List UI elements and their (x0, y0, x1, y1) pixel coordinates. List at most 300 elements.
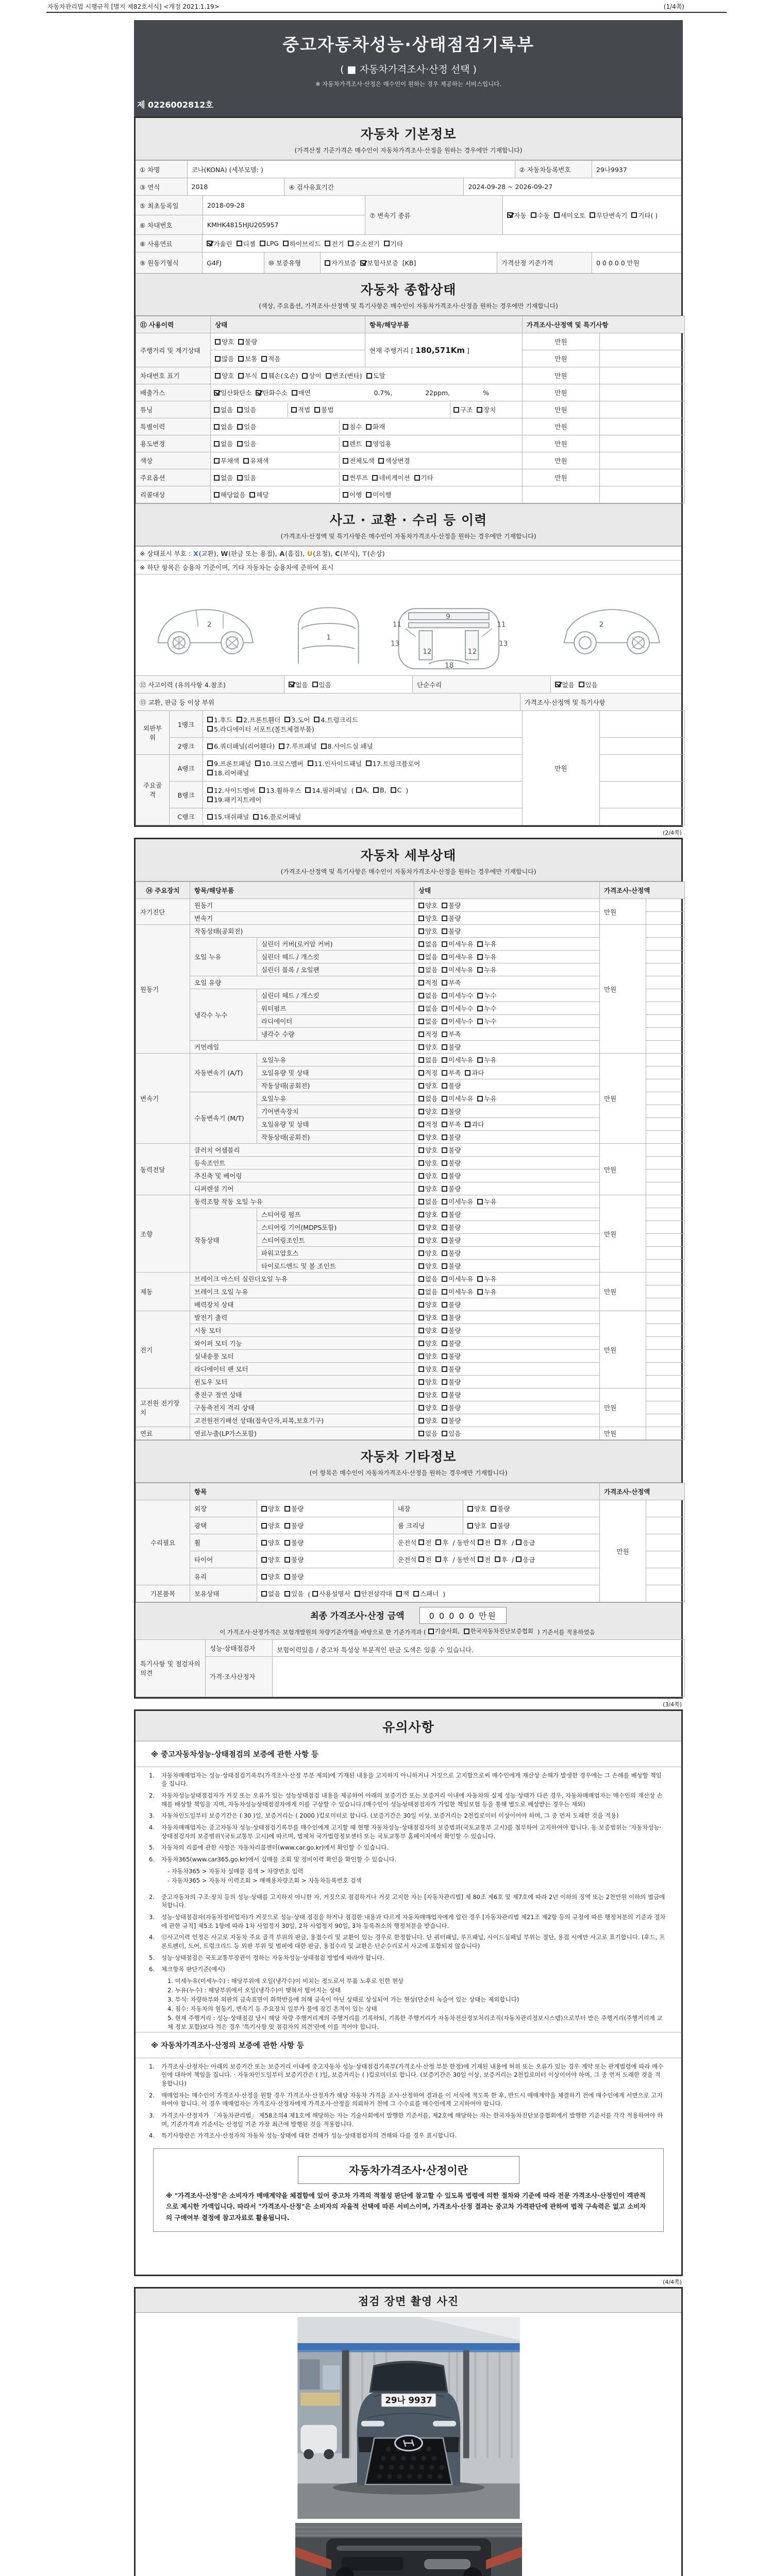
checkbox-있음[interactable] (237, 473, 256, 482)
checkbox-세미오토[interactable] (554, 211, 585, 220)
checkbox-렌트[interactable] (343, 439, 362, 448)
checkbox-없음[interactable] (289, 680, 308, 689)
checkbox-불량[interactable] (238, 337, 257, 346)
checkbox-box[interactable] (477, 1006, 483, 1011)
checkbox-부식[interactable] (238, 371, 257, 380)
checkbox-box[interactable] (253, 814, 259, 820)
checkbox-box[interactable] (418, 1147, 424, 1153)
checkbox-양호[interactable] (418, 1300, 438, 1309)
checkbox-box[interactable] (214, 492, 220, 498)
checkbox-양호[interactable] (418, 1351, 438, 1361)
checkbox-응급[interactable] (516, 1555, 535, 1564)
checkbox-box[interactable] (554, 212, 560, 218)
checkbox-불량[interactable] (284, 1572, 304, 1581)
checkbox-box[interactable] (418, 1057, 424, 1063)
checkbox-무단변속기[interactable] (590, 211, 627, 220)
checkbox-box[interactable] (343, 492, 348, 498)
checkbox-11.인사이드패널[interactable] (308, 759, 362, 768)
checkbox-없음[interactable] (418, 1429, 438, 1438)
checkbox-불량[interactable] (442, 1042, 461, 1052)
checkbox-box[interactable] (442, 1044, 447, 1050)
checkbox-box[interactable] (477, 1199, 483, 1205)
checkbox-응급[interactable] (516, 1538, 535, 1547)
checkbox-없음[interactable] (418, 939, 438, 948)
checkbox-양호[interactable] (418, 1313, 438, 1322)
checkbox-box[interactable] (442, 967, 447, 973)
checkbox-디젤[interactable] (237, 239, 256, 248)
checkbox-양호[interactable] (418, 1132, 438, 1142)
checkbox-양호[interactable] (261, 1504, 280, 1513)
checkbox-부족[interactable] (442, 1068, 461, 1077)
checkbox-box[interactable] (442, 1238, 447, 1243)
checkbox-box[interactable] (478, 1539, 483, 1545)
checkbox-box[interactable] (256, 390, 261, 396)
checkbox-box[interactable] (491, 1506, 496, 1512)
checkbox-box[interactable] (418, 954, 424, 960)
checkbox-box[interactable] (214, 475, 220, 481)
checkbox-불량[interactable] (491, 1521, 510, 1530)
checkbox-가솔린[interactable] (207, 239, 232, 248)
checkbox-box[interactable] (284, 1523, 290, 1529)
checkbox-box[interactable] (372, 475, 378, 481)
checkbox-box[interactable] (237, 241, 242, 246)
checkbox-box[interactable] (261, 1540, 267, 1546)
checkbox-box[interactable] (418, 916, 424, 921)
checkbox-box[interactable] (442, 1186, 447, 1192)
checkbox-없음[interactable] (418, 991, 438, 1000)
checkbox-box[interactable] (442, 954, 447, 960)
checkbox-box[interactable] (418, 1431, 424, 1436)
checkbox-box[interactable] (418, 1238, 424, 1243)
checkbox-box[interactable] (366, 441, 372, 447)
checkbox-불량[interactable] (442, 1300, 461, 1309)
checkbox-box[interactable] (478, 1556, 483, 1562)
checkbox-18.리어패널[interactable] (207, 768, 249, 777)
checkbox-box[interactable] (418, 1212, 424, 1217)
checkbox-box[interactable] (207, 787, 213, 793)
checkbox-box[interactable] (418, 1070, 424, 1076)
checkbox-7.루프패널[interactable] (279, 741, 316, 751)
checkbox-없음[interactable] (418, 1287, 438, 1296)
checkbox-box[interactable] (418, 1250, 424, 1256)
checkbox-보통[interactable] (238, 354, 257, 363)
checkbox-일산화탄소[interactable] (214, 388, 251, 397)
checkbox-box[interactable] (465, 1122, 470, 1127)
checkbox-box[interactable] (442, 1315, 447, 1320)
checkbox-box[interactable] (237, 475, 243, 481)
checkbox-없음[interactable] (214, 473, 233, 482)
checkbox-box[interactable] (237, 717, 242, 722)
checkbox-15.대쉬패널[interactable] (207, 812, 249, 821)
checkbox-box[interactable] (442, 1006, 447, 1011)
checkbox-누유[interactable] (477, 1055, 496, 1064)
checkbox-box[interactable] (215, 373, 221, 379)
checkbox-2.프론트휀더[interactable] (237, 715, 280, 724)
checkbox-box[interactable] (418, 1044, 424, 1050)
checkbox-하이브리드[interactable] (283, 239, 321, 248)
checkbox-box[interactable] (507, 212, 513, 218)
checkbox-적정[interactable] (418, 1029, 438, 1039)
checkbox-있음[interactable] (237, 405, 256, 414)
checkbox-box[interactable] (442, 1134, 447, 1140)
checkbox-불량[interactable] (442, 1403, 461, 1412)
checkbox-box[interactable] (305, 787, 311, 793)
checkbox-box[interactable] (477, 1019, 483, 1024)
checkbox-box[interactable] (343, 475, 348, 481)
checkbox-box[interactable] (207, 717, 213, 722)
checkbox-box[interactable] (442, 1353, 447, 1359)
checkbox-box[interactable] (442, 1405, 447, 1411)
checkbox-box[interactable] (418, 1289, 424, 1295)
checkbox-box[interactable] (207, 726, 213, 732)
checkbox-기타[interactable] (384, 239, 403, 248)
checkbox-box[interactable] (442, 1212, 447, 1217)
checkbox-색상변경[interactable] (378, 456, 410, 465)
checkbox-과다[interactable] (465, 1068, 484, 1077)
checkbox-불량[interactable] (442, 1390, 461, 1399)
checkbox-탄화수소[interactable] (256, 388, 287, 397)
checkbox-box[interactable] (442, 1250, 447, 1256)
checkbox-box[interactable] (442, 1122, 447, 1127)
checkbox-불량[interactable] (442, 1248, 461, 1258)
checkbox-box[interactable] (442, 1328, 447, 1333)
checkbox-양호[interactable] (418, 926, 438, 936)
checkbox-box[interactable] (207, 743, 213, 749)
checkbox-box[interactable] (516, 1539, 522, 1545)
checkbox-box[interactable] (418, 1539, 424, 1545)
checkbox-미세누유[interactable] (442, 1094, 473, 1103)
checkbox-box[interactable] (214, 390, 220, 396)
checkbox-보험사보증[interactable] (360, 258, 398, 267)
checkbox-6.쿼더패널(리어휀다)[interactable] (207, 741, 275, 751)
checkbox-box[interactable] (442, 1173, 447, 1179)
checkbox-누유[interactable] (477, 965, 496, 974)
checkbox-불량[interactable] (284, 1538, 304, 1547)
checkbox-잭[interactable] (396, 1589, 409, 1598)
checkbox-양호[interactable] (215, 371, 234, 380)
checkbox-미세누유[interactable] (442, 1055, 473, 1064)
checkbox-양호[interactable] (418, 1261, 438, 1270)
checkbox-box[interactable] (418, 1225, 424, 1230)
checkbox-장치[interactable] (477, 405, 496, 414)
checkbox-box[interactable] (391, 787, 396, 793)
checkbox-양호[interactable] (418, 913, 438, 923)
checkbox-해당없음[interactable] (214, 490, 245, 499)
checkbox-box[interactable] (366, 492, 372, 498)
checkbox-box[interactable] (477, 407, 482, 413)
checkbox-전기[interactable] (325, 239, 344, 248)
checkbox-box[interactable] (495, 1556, 500, 1562)
checkbox-없음[interactable] (261, 1589, 280, 1598)
checkbox-양호[interactable] (261, 1555, 280, 1564)
checkbox-불량[interactable] (442, 1235, 461, 1245)
checkbox-안전삼각대[interactable] (355, 1589, 392, 1598)
checkbox-box[interactable] (207, 814, 213, 820)
checkbox-미세누수[interactable] (442, 991, 473, 1000)
checkbox-무채색[interactable] (214, 456, 239, 465)
checkbox-많음[interactable] (215, 354, 234, 363)
checkbox-양호[interactable] (418, 1081, 438, 1090)
checkbox-box[interactable] (516, 1556, 522, 1562)
checkbox-양호[interactable] (261, 1521, 280, 1530)
checkbox-box[interactable] (378, 458, 384, 464)
checkbox-양호[interactable] (467, 1504, 486, 1513)
checkbox-box[interactable] (343, 441, 348, 447)
checkbox-box[interactable] (312, 682, 318, 687)
checkbox-box[interactable] (312, 1591, 318, 1597)
checkbox-미세누유[interactable] (442, 1274, 473, 1283)
checkbox-양호[interactable] (418, 1364, 438, 1374)
checkbox-누수[interactable] (477, 991, 496, 1000)
checkbox-box[interactable] (302, 373, 308, 379)
checkbox-box[interactable] (477, 993, 483, 998)
checkbox-훼손(오손)[interactable] (261, 371, 298, 380)
checkbox-box[interactable] (291, 407, 297, 413)
checkbox-box[interactable] (259, 787, 265, 793)
checkbox-누유[interactable] (477, 939, 496, 948)
checkbox-box[interactable] (314, 407, 320, 413)
checkbox-해당[interactable] (249, 490, 268, 499)
checkbox-16.플로어패널[interactable] (253, 812, 301, 821)
checkbox-box[interactable] (284, 1540, 290, 1546)
checkbox-box[interactable] (321, 743, 327, 749)
checkbox-box[interactable] (442, 1057, 447, 1063)
checkbox-box[interactable] (442, 1019, 447, 1024)
checkbox-사용설명서[interactable] (312, 1589, 350, 1598)
checkbox-box[interactable] (418, 1341, 424, 1346)
checkbox-있음[interactable] (442, 1429, 461, 1438)
checkbox-있음[interactable] (237, 439, 256, 448)
checkbox-양호[interactable] (418, 1107, 438, 1116)
checkbox-box[interactable] (214, 441, 220, 447)
checkbox-box[interactable] (435, 1539, 441, 1545)
checkbox-적정[interactable] (418, 978, 438, 987)
checkbox-box[interactable] (464, 1629, 469, 1634)
checkbox-미세누수[interactable] (442, 1004, 473, 1013)
checkbox-부족[interactable] (442, 978, 461, 987)
checkbox-있음[interactable] (284, 1589, 304, 1598)
checkbox-누유[interactable] (477, 1197, 496, 1206)
checkbox-불량[interactable] (284, 1555, 304, 1564)
checkbox-누유[interactable] (477, 1094, 496, 1103)
checkbox-1.후드[interactable] (207, 715, 232, 724)
checkbox-box[interactable] (442, 928, 447, 934)
checkbox-box[interactable] (418, 1122, 424, 1127)
checkbox-누유[interactable] (477, 952, 496, 961)
checkbox-화재[interactable] (366, 422, 385, 431)
checkbox-9.프론트패널[interactable] (207, 759, 251, 768)
checkbox-양호[interactable] (418, 1248, 438, 1258)
checkbox-box[interactable] (477, 1057, 483, 1063)
checkbox-box[interactable] (326, 373, 331, 379)
checkbox-없음[interactable] (214, 405, 233, 414)
checkbox-box[interactable] (343, 424, 348, 430)
checkbox-수동[interactable] (531, 211, 550, 220)
checkbox-box[interactable] (356, 787, 362, 793)
checkbox-없음[interactable] (418, 1094, 438, 1103)
checkbox-불량[interactable] (442, 901, 461, 910)
checkbox-네비게이션[interactable] (372, 473, 410, 482)
checkbox-box[interactable] (418, 980, 424, 986)
checkbox-불량[interactable] (442, 1184, 461, 1193)
checkbox-불량[interactable] (442, 913, 461, 923)
checkbox-box[interactable] (207, 241, 212, 246)
checkbox-box[interactable] (418, 993, 424, 998)
checkbox-box[interactable] (237, 441, 243, 447)
checkbox-box[interactable] (442, 1289, 447, 1295)
checkbox-전[interactable] (418, 1538, 431, 1547)
checkbox-box[interactable] (418, 903, 424, 908)
checkbox-없음[interactable] (418, 1197, 438, 1206)
checkbox-불량[interactable] (442, 1210, 461, 1219)
checkbox-미세누유[interactable] (442, 1197, 473, 1206)
checkbox-양호[interactable] (418, 1235, 438, 1245)
checkbox-box[interactable] (477, 941, 483, 947)
checkbox-불량[interactable] (491, 1504, 510, 1513)
checkbox-14.필러패널[interactable] (305, 786, 347, 795)
checkbox-양호[interactable] (418, 1184, 438, 1193)
checkbox-box[interactable] (442, 1031, 447, 1037)
checkbox-box[interactable] (325, 260, 330, 266)
checkbox-양호[interactable] (418, 1042, 438, 1052)
checkbox-box[interactable] (413, 1591, 419, 1597)
checkbox-box[interactable] (418, 967, 424, 973)
checkbox-box[interactable] (215, 339, 221, 345)
checkbox-box[interactable] (467, 1523, 473, 1529)
checkbox-기타[interactable] (414, 473, 433, 482)
checkbox-불량[interactable] (442, 1145, 461, 1155)
checkbox-기술사회,[interactable] (428, 1627, 460, 1635)
checkbox-box[interactable] (207, 770, 213, 775)
checkbox-box[interactable] (261, 1557, 267, 1563)
checkbox-4.트렁크리드[interactable] (314, 715, 358, 724)
checkbox-box[interactable] (284, 717, 290, 722)
checkbox-누유[interactable] (477, 1287, 496, 1296)
checkbox-box[interactable] (579, 682, 584, 687)
checkbox-스패너[interactable] (413, 1589, 439, 1598)
checkbox-box[interactable] (418, 1379, 424, 1385)
checkbox-box[interactable] (442, 916, 447, 921)
checkbox-box[interactable] (418, 1109, 424, 1114)
checkbox-양호[interactable] (418, 1416, 438, 1425)
checkbox-불량[interactable] (442, 1132, 461, 1142)
checkbox-box[interactable] (418, 1418, 424, 1423)
checkbox-box[interactable] (261, 356, 267, 362)
checkbox-없음[interactable] (418, 1055, 438, 1064)
checkbox-불량[interactable] (442, 1171, 461, 1180)
checkbox-불량[interactable] (442, 1223, 461, 1232)
checkbox-불량[interactable] (284, 1521, 304, 1530)
checkbox-box[interactable] (343, 458, 348, 464)
checkbox-box[interactable] (284, 1591, 290, 1597)
checkbox-box[interactable] (418, 1199, 424, 1205)
checkbox-box[interactable] (261, 1591, 267, 1597)
checkbox-box[interactable] (214, 458, 220, 464)
checkbox-불량[interactable] (442, 1081, 461, 1090)
checkbox-box[interactable] (418, 1160, 424, 1166)
checkbox-변조(변타)[interactable] (326, 371, 362, 380)
checkbox-적정[interactable] (418, 1068, 438, 1077)
checkbox-후[interactable] (495, 1538, 508, 1547)
checkbox-box[interactable] (418, 1353, 424, 1359)
checkbox-box[interactable] (465, 1070, 470, 1076)
checkbox-없음[interactable] (418, 965, 438, 974)
checkbox-box[interactable] (418, 1276, 424, 1282)
checkbox-불량[interactable] (442, 1351, 461, 1361)
checkbox-box[interactable] (442, 1160, 447, 1166)
checkbox-전[interactable] (478, 1538, 491, 1547)
checkbox-불량[interactable] (442, 1261, 461, 1270)
checkbox-box[interactable] (477, 1289, 483, 1295)
checkbox-상이[interactable] (302, 371, 321, 380)
checkbox-영업용[interactable] (366, 439, 391, 448)
checkbox-box[interactable] (260, 241, 265, 246)
checkbox-양호[interactable] (215, 337, 234, 346)
checkbox-box[interactable] (384, 241, 390, 246)
checkbox-box[interactable] (366, 424, 372, 430)
checkbox-box[interactable] (477, 1276, 483, 1282)
checkbox-LPG[interactable] (260, 240, 279, 247)
checkbox-box[interactable] (477, 967, 483, 973)
checkbox-box[interactable] (590, 212, 595, 218)
checkbox-box[interactable] (442, 1263, 447, 1269)
checkbox-침수[interactable] (343, 422, 362, 431)
checkbox-box[interactable] (237, 424, 243, 430)
checkbox-box[interactable] (373, 787, 379, 793)
checkbox-box[interactable] (418, 1302, 424, 1308)
checkbox-box[interactable] (249, 492, 255, 498)
checkbox-후[interactable] (495, 1555, 508, 1564)
checkbox-전[interactable] (478, 1555, 491, 1564)
checkbox-box[interactable] (308, 760, 313, 766)
checkbox-매연[interactable] (292, 388, 311, 397)
checkbox-자가보증[interactable] (325, 258, 356, 267)
checkbox-box[interactable] (453, 407, 459, 413)
checkbox-양호[interactable] (418, 1145, 438, 1155)
checkbox-누유[interactable] (477, 1274, 496, 1283)
checkbox-과다[interactable] (465, 1120, 484, 1129)
checkbox-box[interactable] (418, 1083, 424, 1089)
checkbox-box[interactable] (284, 1506, 290, 1512)
checkbox-box[interactable] (418, 1556, 424, 1562)
checkbox-적음[interactable] (261, 354, 280, 363)
checkbox-box[interactable] (428, 1629, 434, 1634)
checkbox-box[interactable] (442, 1302, 447, 1308)
checkbox-box[interactable] (491, 1523, 496, 1529)
checkbox-양호[interactable] (418, 901, 438, 910)
checkbox-누수[interactable] (477, 1016, 496, 1026)
checkbox-불량[interactable] (442, 1313, 461, 1322)
checkbox-box[interactable] (418, 1031, 424, 1037)
checkbox-box[interactable] (414, 475, 420, 481)
checkbox-불량[interactable] (442, 1377, 461, 1386)
checkbox-부족[interactable] (442, 1120, 461, 1129)
checkbox-box[interactable] (418, 1096, 424, 1101)
checkbox-한국자동차진단보증협회[interactable] (464, 1627, 533, 1635)
checkbox-box[interactable] (495, 1539, 500, 1545)
checkbox-없음[interactable] (418, 952, 438, 961)
checkbox-box[interactable] (442, 1070, 447, 1076)
checkbox-box[interactable] (279, 743, 284, 749)
checkbox-양호[interactable] (418, 1390, 438, 1399)
checkbox-box[interactable] (418, 1366, 424, 1372)
checkbox-유채색[interactable] (243, 456, 268, 465)
checkbox-box[interactable] (243, 458, 249, 464)
checkbox-후[interactable] (435, 1555, 448, 1564)
checkbox-미세누유[interactable] (442, 1287, 473, 1296)
checkbox-box[interactable] (283, 241, 289, 246)
checkbox-box[interactable] (348, 241, 354, 246)
